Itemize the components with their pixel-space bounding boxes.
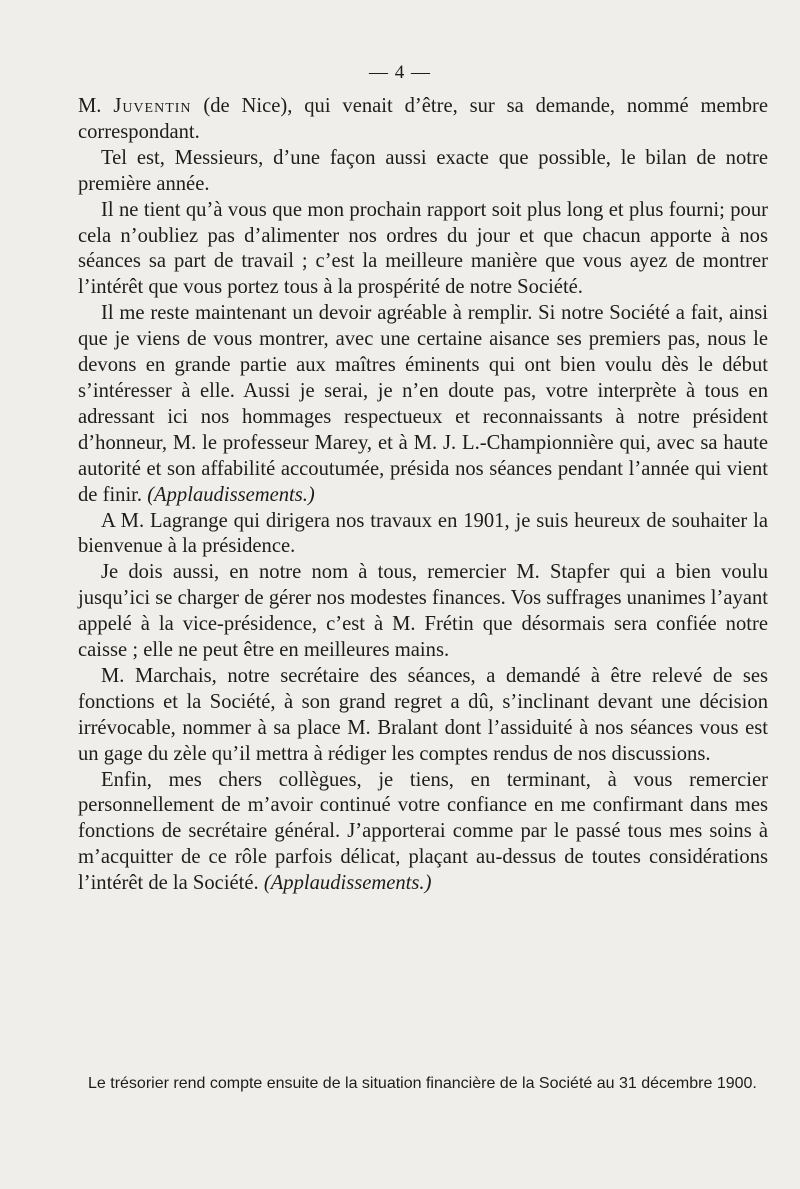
paragraph-1-prefix: M. (78, 95, 114, 117)
paragraph-6: Je dois aussi, en notre nom à tous, remercier M. Stapfer qui a bien voulu jusqu’ici se charger de gérer nos modestes finances. Vos suffrages unanimes l’ayant appelé à la vice-présidence, c’est à M. Frétin que désormais sera confiée notre caisse ; elle ne peut être en meilleures mains. (78, 561, 768, 662)
paragraph-4-text: Il me reste maintenant un devoir agréable à remplir. Si notre Société a fait, ainsi que je viens de vous montrer, avec une certaine aisance ses premiers pas, nous le devons en grande partie aux maîtres éminents qui ont bien voulu dès le début s’intéresser à elle. Aussi je serai, je n’en doute pas, votre interprète à tous en adressant ici nos hommages respectueux et reconnaissants à notre président d’honneur, M. le professeur Marey, et à M. J. L.-Championnière qui, avec sa haute autorité et son affabilité accoutumée, présida nos séances pendant l’année qui vient de finir. (78, 302, 768, 506)
body-text (78, 94, 768, 897)
paragraph-8 (78, 768, 768, 898)
paragraph-4 (78, 301, 768, 508)
paragraph-1 (78, 94, 768, 146)
closing-paragraph: Le trésorier rend compte ensuite de la situation financière de la Société au 31 décembre 1900. (88, 1075, 757, 1092)
applause-note-1: (Applaudissements.) (147, 483, 315, 506)
paragraph-2: Tel est, Messieurs, d’une façon aussi exacte que possible, le bilan de notre première année. (78, 146, 768, 195)
paragraph-7: M. Marchais, notre secrétaire des séances, a demandé à être relevé de ses fonctions et la Société, à son grand regret a dû, s’inclinant devant une décision irrévocable, nommer à sa place M. Bralant dont l’assiduité à nos séances vous est un gage du zèle qu’il mettra à rédiger les comptes rendus de nos discussions. (78, 664, 768, 765)
member-name: Juventin (113, 95, 192, 117)
paragraph-1-rest: (de Nice), qui venait d’être, sur sa demande, nommé membre correspondant. (78, 95, 768, 143)
paragraph-5: A M. Lagrange qui dirigera nos travaux en 1901, je suis heureux de souhaiter la bienvenue à la présidence. (78, 509, 768, 558)
page-number: — 4 — (369, 62, 431, 83)
applause-note-2: (Applaudissements.) (263, 872, 432, 895)
paragraph-3: Il ne tient qu’à vous que mon prochain rapport soit plus long et plus fourni; pour cela n’oubliez pas d’alimenter nos ordres du jour et que chacun apporte à nos séances sa part de travail ; c’est la meilleure manière que vous ayez de montrer l’intérêt que vous portez tous à la prospérité de notre Société. (78, 198, 768, 299)
paragraph-8-text: Enfin, mes chers collègues, je tiens, en terminant, à vous remercier personnellement de m’avoir continué votre confiance en me confirmant dans mes fonctions de secrétaire général. J’apporterai comme par le passé tous mes soins à m’acquitter de ce rôle parfois délicat, plaçant au-dessus de toutes considérations l’intérêt de la Société. (78, 768, 768, 895)
